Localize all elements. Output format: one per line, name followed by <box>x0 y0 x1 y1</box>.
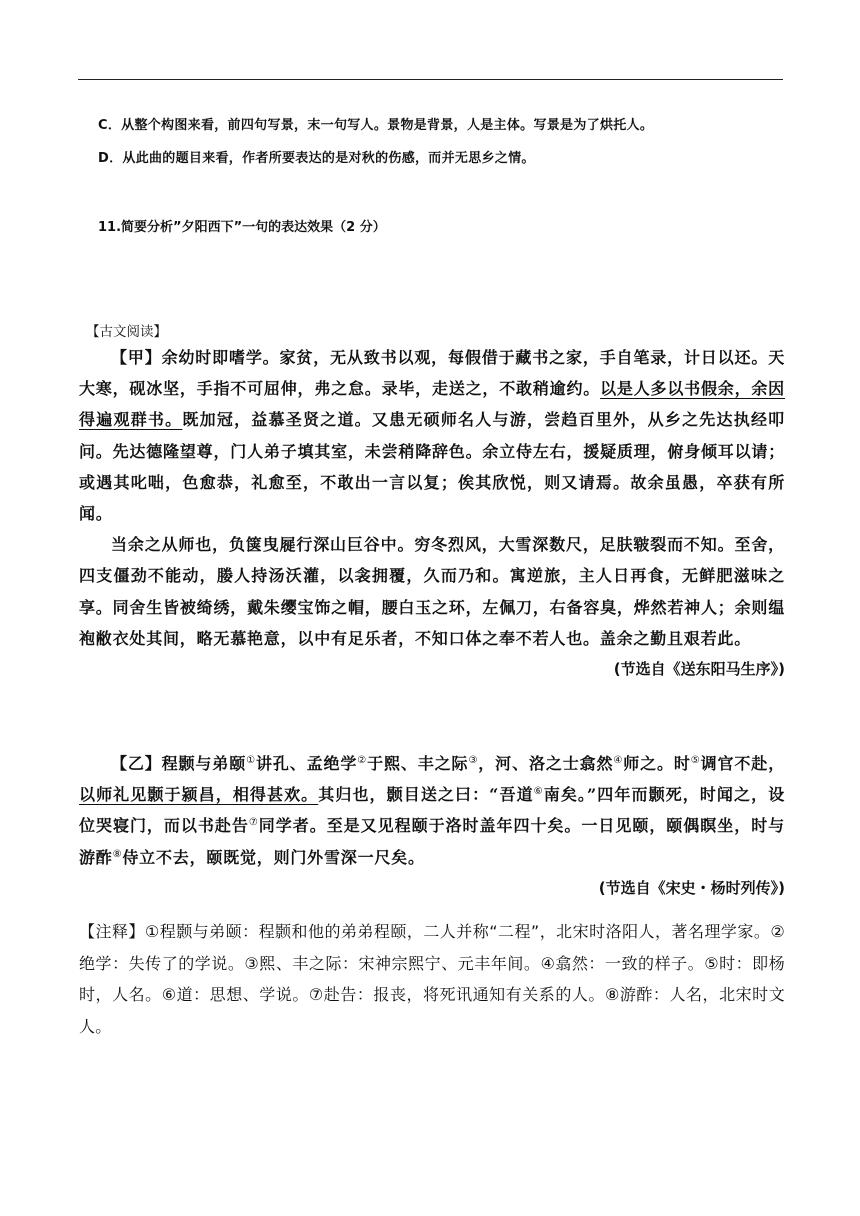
jia-paragraph-2: 当余之从师也，负箧曳屣行深山巨谷中。穷冬烈风，大雪深数尺，足肤皲裂而不知。至舍，四支僵劲不能动，媵人持汤沃灌，以衾拥覆，久而乃和。寓逆旅，主人日再食，无鲜肥滋味之享。同舍生皆被绮绣，戴朱缨宝饰之帽，腰白玉之环，左佩刀，右备容臭，烨然若神人；余则缊袍敝衣处其间，略无慕艳意，以中有足乐者，不知口体之奉不若人也。盖余之勤且艰若此。 <box>79 535 785 648</box>
option-c: C．从整个构图来看，前四句写景，末一句写人。景物是背景，人是主体。写景是为了烘托人。 <box>98 118 654 133</box>
yi-text: 调官不赴， <box>700 754 785 773</box>
footnote-marker: ⑧ <box>112 848 123 860</box>
yi-text: 于熙、丰之际 <box>367 754 469 773</box>
jia-text-a: 余幼时即嗜学。家贫，无从致书以观，每假借于藏书之家，手自笔录，计日以还。天大寒，砚冰坚，手指不可屈伸，弗之怠。录毕，走送之，不敢稍逾约。 <box>79 348 785 399</box>
yi-text: 侍立不去，颐既觉，则门外雪深一尺矣。 <box>122 847 425 867</box>
annotations-text: 【注释】①程颢与弟颐：程颢和他的弟弟程颐，二人并称“二程”，北宋时洛阳人，著名理学家。②绝学：失传了的学说。③熙、丰之际：宋神宗熙宁、元丰年间。④翕然：一致的样子。⑤时：即杨时，人名。⑥道：思想、学说。⑦赴告：报丧，将死讯通知有关系的人。⑧游酢：人名，北宋时文人。 <box>79 922 785 1036</box>
passage-jia <box>79 342 785 685</box>
yi-text: 同学者。至是又见程颐于洛时盖年四十矣。一日见颐，颐偶瞑坐，时与游酢 <box>79 816 785 867</box>
annotations <box>79 916 785 1042</box>
yi-text: ，河、洛之士翕然 <box>478 754 614 773</box>
footnote-marker: ② <box>357 755 368 766</box>
option-d: D．从此曲的题目来看，作者所要表达的是对秋的伤感，而并无思乡之情。 <box>98 151 535 166</box>
footnote-marker: ⑥ <box>533 786 544 798</box>
passage-yi <box>79 748 785 904</box>
footnote-marker: ① <box>246 755 256 766</box>
yi-paragraph <box>79 748 785 873</box>
footnote-marker: ⑤ <box>690 755 701 766</box>
jia-underlined-sentence: 以是人多以书假余，余因得遍观群书。 <box>79 379 785 430</box>
yi-text: 师之。时 <box>623 754 691 773</box>
yi-source: (节选自《宋史・杨时列传》) <box>598 878 785 897</box>
yi-underlined-sentence: 以师礼见颢于颍昌，相得甚欢。 <box>79 785 319 805</box>
jia-text-b: 既加冠，益慕圣贤之道。又患无硕师名人与游，尝趋百里外，从乡之先达执经叩问。先达德隆望尊，门人弟子填其室，未尝稍降辞色。余立侍左右，援疑质理，俯身倾耳以请； 或遇其叱咄，色愈恭，礼愈至，不敢出一言以复；俟其欣悦，则又请焉。故余虽愚，卒获有所闻。 <box>79 410 785 524</box>
jia-label: 【甲】 <box>111 348 162 367</box>
footnote-marker: ④ <box>613 755 624 766</box>
question-11: 11.简要分析”夕阳西下”一句的表达效果（2 分） <box>98 220 386 235</box>
section-heading: 【古文阅读】 <box>86 324 167 340</box>
yi-text: 其归也，颢目送之曰：“吾道 <box>318 785 534 805</box>
top-divider <box>78 79 783 80</box>
jia-paragraph-1 <box>79 342 785 529</box>
yi-label: 【乙】 <box>111 754 162 773</box>
jia-source: (节选自《送东阳马生序》) <box>613 660 785 679</box>
yi-text: 程颢与弟颐 <box>161 754 247 773</box>
footnote-marker: ③ <box>468 755 479 766</box>
footnote-marker: ⑦ <box>248 817 259 829</box>
yi-text: 南矣。”四年而颢死，时闻之，设位哭寝门，而以书赴告 <box>79 785 786 836</box>
yi-text: 讲孔、孟绝学 <box>255 754 358 773</box>
